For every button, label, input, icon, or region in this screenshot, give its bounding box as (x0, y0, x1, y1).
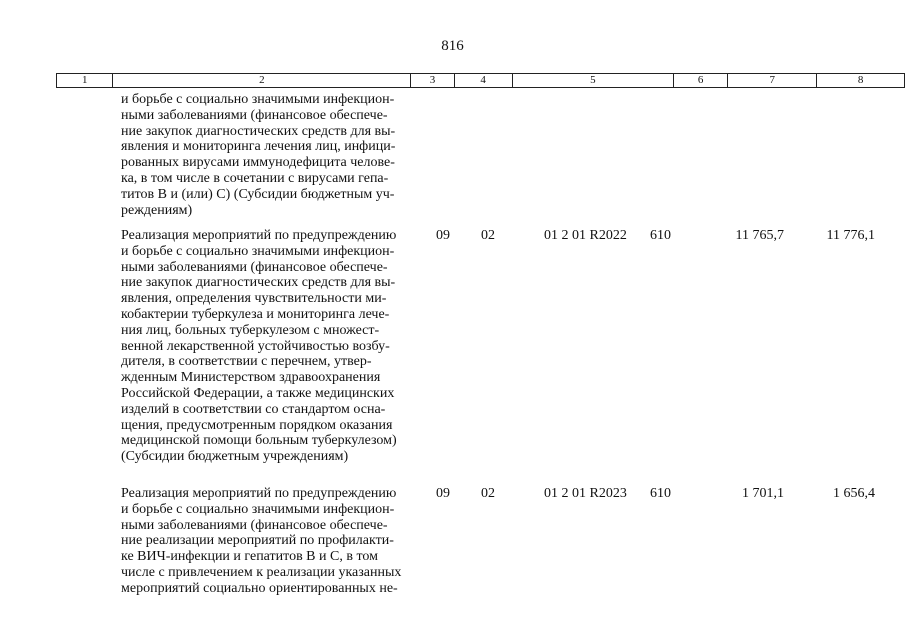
page-number: 816 (441, 38, 464, 54)
row-description: Реализация мероприятий по предупреждению и борьбе с социально значимыми инфекцион- ными заболеваниями (финансовое обеспече- ние реализации мероприятий по профилакти- ке ВИЧ-инфекции и гепатитов В и С, в том числе с привлечением к реализации указанных мероприятий социально ориентированных не- (121, 486, 402, 596)
column-number-header (56, 73, 905, 88)
row-amount-1: 1 701,1 (742, 486, 784, 501)
row-expense-type-code: 610 (650, 486, 671, 501)
row-section-code: 09 (436, 486, 450, 501)
row-amount-2: 1 656,4 (833, 486, 875, 501)
row-subsection-code: 02 (481, 228, 495, 243)
row-target-article-code: 01 2 01 R2023 (544, 486, 627, 501)
column-number-7: 7 (728, 74, 817, 88)
row-subsection-code: 02 (481, 486, 495, 501)
row-description: и борьбе с социально значимыми инфекцион- ными заболеваниями (финансовое обеспече- ние закупок диагностических средств для вы- явления и мониторинга лечения лиц, инфици- рованных вирусами иммунодефицита челове- ка, в том числе в сочетании с вирусами гепа- титов В и (или) С) (Субсидии бюджетным уч- реждениям) (121, 92, 396, 218)
column-number-5: 5 (512, 74, 673, 88)
column-number-2: 2 (113, 74, 411, 88)
row-description: Реализация мероприятий по предупреждению и борьбе с социально значимыми инфекцион- ными заболеваниями (финансовое обеспече- ние закупок диагностических средств для вы- явления, определения чувствительности ми- кобактерии туберкулеза и мониторинга лече- ния лиц, больных туберкулезом с множест- венной лекарственной устойчивостью возбу- дителя, в соответствии с перечнем, утвер- жденным Министерством здравоохранения Российской Федерации, а также медицинских изделий в соответствии со стандартом осна- щения, предусмотренным порядком оказания медицинской помощи больным туберкулезом) (Субсидии бюджетным учреждениям) (121, 228, 397, 465)
row-amount-2: 11 776,1 (826, 228, 875, 243)
column-number-6: 6 (673, 74, 728, 88)
column-number-3: 3 (411, 74, 454, 88)
row-expense-type-code: 610 (650, 228, 671, 243)
row-section-code: 09 (436, 228, 450, 243)
row-amount-1: 11 765,7 (735, 228, 784, 243)
column-number-4: 4 (454, 74, 512, 88)
column-number-1: 1 (57, 74, 113, 88)
row-target-article-code: 01 2 01 R2022 (544, 228, 627, 243)
column-number-8: 8 (817, 74, 905, 88)
